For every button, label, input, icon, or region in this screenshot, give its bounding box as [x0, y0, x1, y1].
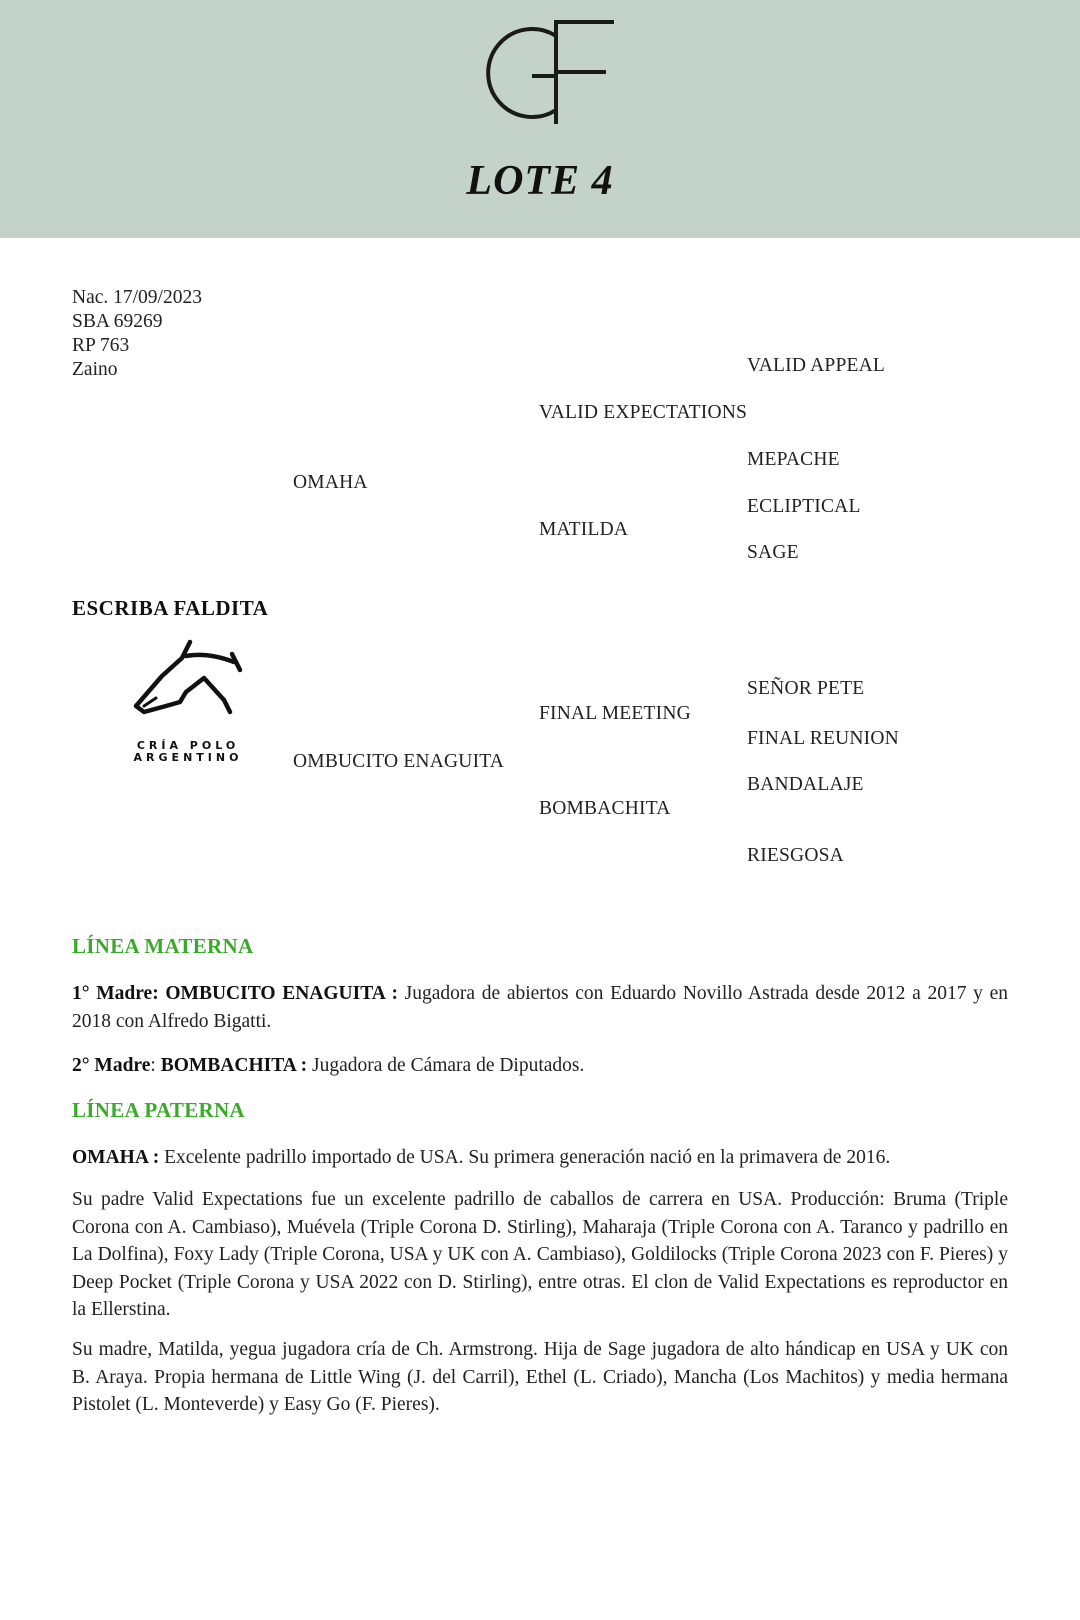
paternal-line-title: LÍNEA PATERNA: [72, 1098, 245, 1122]
lot-title: LOTE 4: [466, 158, 614, 204]
pedigree-dam-dam-dam: RIESGOSA: [747, 845, 844, 866]
second-dam-separator: :: [150, 1055, 161, 1076]
pedigree-dam-dam-sire: BANDALAJE: [747, 774, 864, 795]
header-band: [0, 0, 1080, 238]
maternal-first-dam-paragraph: [72, 980, 1008, 1035]
sire-label: OMAHA :: [72, 1147, 160, 1168]
pedigree-sire-sire: VALID EXPECTATIONS: [539, 402, 748, 423]
pedigree-dam: OMBUCITO ENAGUITA: [293, 751, 505, 772]
horse-head-logo: [128, 636, 248, 716]
paternal-grandsire-paragraph: Su padre Valid Expectations fue un excelente padrillo de caballos de carrera en USA. Producción: Bruma (Triple Corona con A. Cambiaso), Muévela (Triple Corona D. Stirling), Maharaja (Triple Corona con A. Taranco y padrillo en La Dolfina), Foxy Lady (Triple Corona, USA y UK con A. Cambiaso), Goldilocks (Triple Corona 2023 con F. Pieres) y Deep Pocket (Triple Corona y USA 2022 con D. Stirling), entre otras. El clon de Valid Expectations es reproductor en la Ellerstina.: [72, 1189, 1008, 1320]
pedigree-dam-sire: FINAL MEETING: [539, 703, 691, 724]
pedigree-dam-dam: BOMBACHITA: [539, 798, 671, 819]
maternal-second-dam-paragraph: [72, 1052, 1008, 1080]
pedigree-sire-dam-sire: ECLIPTICAL: [747, 496, 861, 517]
breeder-logo-line1: CRÍA POLO: [136, 739, 240, 752]
birth-date: Nac. 17/09/2023: [72, 287, 202, 308]
first-dam-text: Jugadora de abiertos con Eduardo Novillo Astrada desde 2012 a 2017 y en 2018 con Alfredo Bigatti.: [72, 983, 1008, 1032]
second-dam-name: BOMBACHITA :: [160, 1055, 308, 1076]
pedigree-sire-dam: MATILDA: [539, 519, 629, 540]
sba-number: SBA 69269: [72, 311, 163, 332]
second-dam-label: 2° Madre: [72, 1055, 151, 1076]
maternal-line-title: LÍNEA MATERNA: [72, 934, 254, 958]
breeder-logo-line2: ARGENTINO: [133, 751, 243, 764]
pedigree-dam-sire-sire: SEÑOR PETE: [747, 678, 865, 699]
pedigree-sire-sire-dam: MEPACHE: [747, 449, 840, 470]
gf-logo: [462, 14, 622, 132]
sire-text: Excelente padrillo importado de USA. Su primera generación nació en la primavera de 2016.: [159, 1147, 891, 1168]
rp-number: RP 763: [72, 335, 130, 356]
pedigree-sire: OMAHA: [293, 472, 368, 493]
pedigree-sire-sire-sire: VALID APPEAL: [747, 355, 886, 376]
coat-color: Zaino: [72, 359, 118, 380]
paternal-sire-paragraph: [72, 1144, 1008, 1172]
paternal-granddam-paragraph: Su madre, Matilda, yegua jugadora cría de Ch. Armstrong. Hija de Sage jugadora de alto hándicap en USA y UK con B. Araya. Propia hermana de Little Wing (J. del Carril), Ethel (L. Criado), Mancha (Los Machitos) y media hermana Pistolet (L. Monteverde) y Easy Go (F. Pieres).: [72, 1339, 1008, 1415]
pedigree-dam-sire-dam: FINAL REUNION: [747, 728, 899, 749]
second-dam-text: Jugadora de Cámara de Diputados.: [307, 1055, 585, 1076]
pedigree-sire-dam-dam: SAGE: [747, 542, 799, 563]
horse-name: ESCRIBA FALDITA: [72, 596, 269, 620]
horse-info: [72, 286, 202, 382]
first-dam-label: 1° Madre: OMBUCITO ENAGUITA :: [72, 983, 398, 1004]
